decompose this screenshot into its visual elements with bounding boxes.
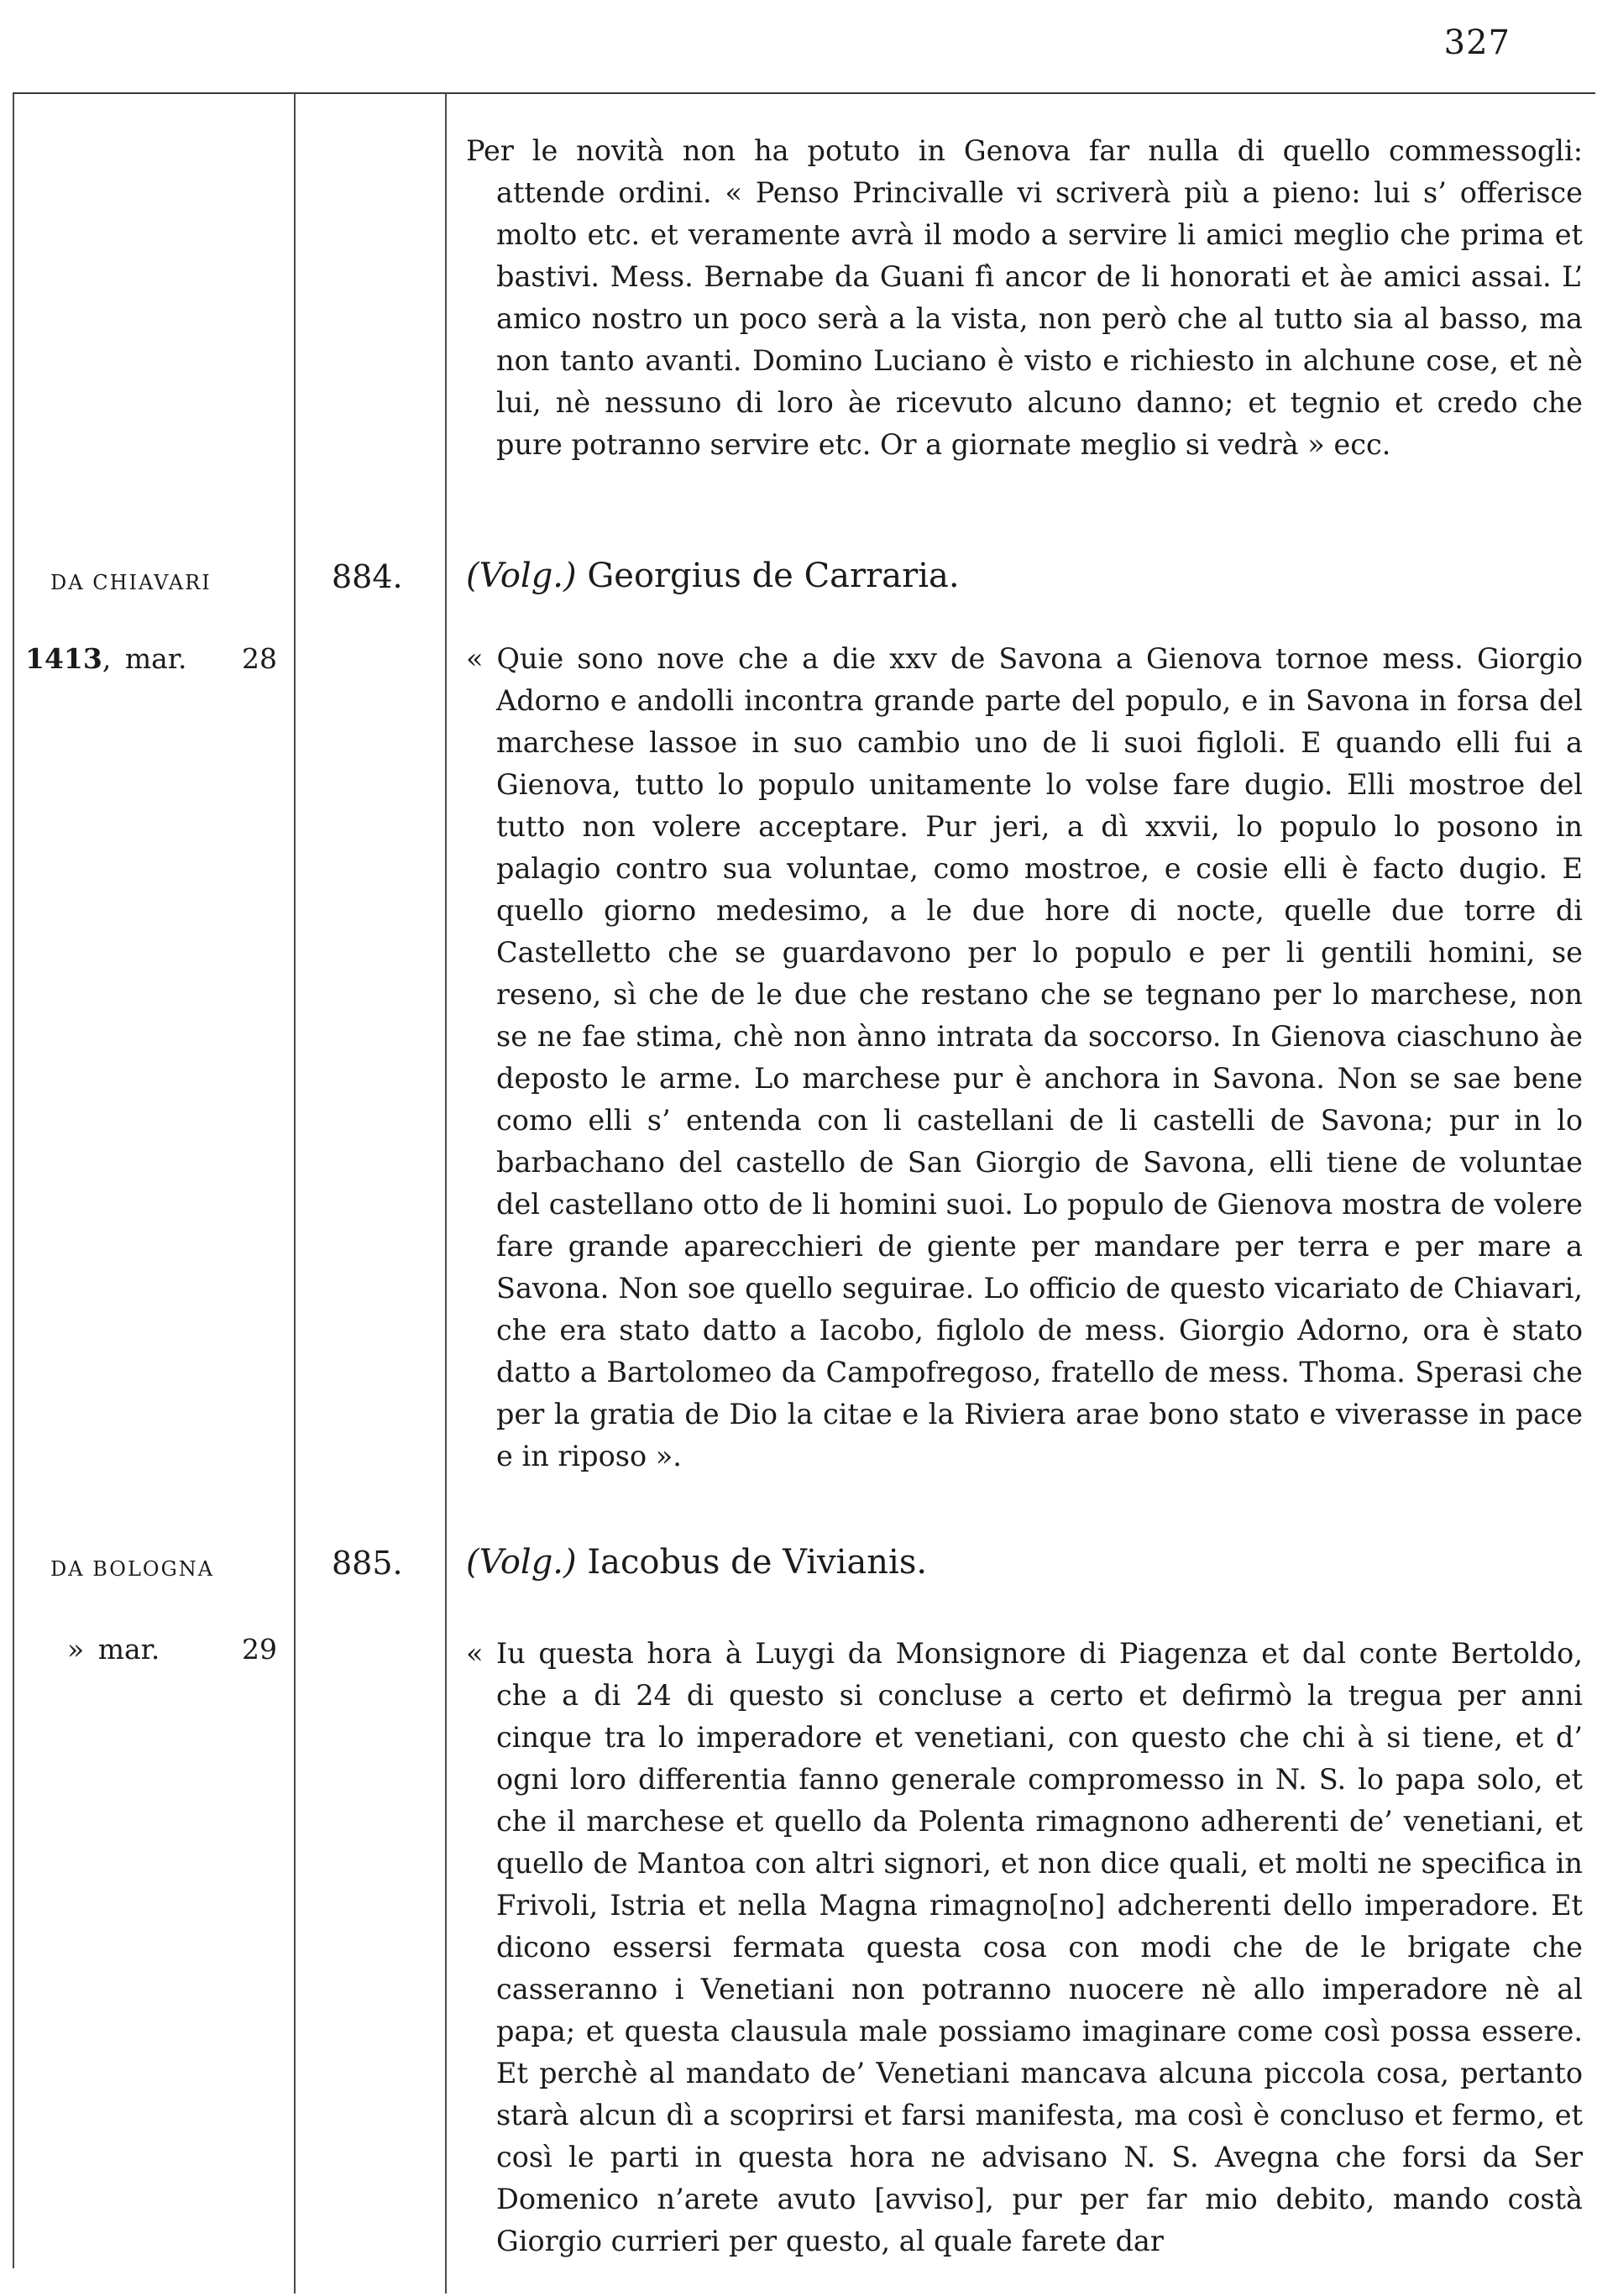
entry-volg-label: (Volg.) <box>466 1543 577 1582</box>
page-number: 327 <box>1443 24 1511 62</box>
margin-column-rule <box>294 94 296 2293</box>
continuation-paragraph: Per le novità non ha potuto in Genova far nulla di quello commessogli: attende ordini. « Penso Princivalle vi scriverà più a pieno: lui s’ offerisce molto etc. et veramente avrà il modo a servire li amici meglio che prima et bastivi. Mess. Bernabe da Guani fì ancor de li honorati et àe amici assai. L’ amico nostro un poco serà a la vista, non però che al tutto sia al basso, ma non tanto avanti. Domino Luciano è visto e richiesto in alchune cose, et nè lui, nè nessuno di loro àe ricevuto alcuno danno; et tegnio et credo che pure potranno servire etc. Or a giornate meglio si vedrà » ecc. <box>466 134 1583 461</box>
entry-date-day: 28 <box>242 642 277 675</box>
continuation-text-block <box>466 130 1583 466</box>
header-rule <box>13 92 1595 94</box>
entry-place: DA BOLOGNA <box>50 1557 215 1581</box>
entry-number: 884. <box>332 558 403 595</box>
entry-date-month: mar. <box>97 1633 160 1666</box>
entry-date-month: mar. <box>124 642 187 675</box>
entry-paragraph: « Iu questa hora à Luygi da Monsignore di Piagenza et dal conte Bertoldo, che a di 24 di questo si concluse a certo et defirmò la tregua per anni cinque tra lo imperadore et venetiani, con questo che chi à si tiene, et d’ ogni loro differentia fanno generale compromesso in N. S. lo papa solo, et che il marchese et quello da Polenta rimagnono adherenti de’ venetiani, et quello de Mantoa con altri signori, et non dice quali, et molti ne specifica in Frivoli, Istria et nella Magna rimagno[no] adcherenti dello imperadore. Et dicono essersi fermata questa cosa con modi che de le brigate che casseranno i Venetiani non potranno nuocere nè allo imperadore nè al papa; et questa clausula male possiamo imaginare come così possa essere. Et perchè al mandato de’ Venetiani mancava alcuna piccola cosa, pertanto starà alcun dì a scoprirsi et farsi manifesta, ma così è concluso et fermo, et così le parti in questa hora ne advisano N. S. Avegna che forsi da Ser Domenico n’arete avuto [avviso], pur per far mio debito, mando costà Giorgio currieri per questo, al quale farete dar <box>466 1637 1583 2257</box>
entry-date-day: 29 <box>242 1633 277 1666</box>
entry-date <box>67 1633 277 1666</box>
entry-heading <box>466 1543 927 1582</box>
entry-text-block <box>466 638 1583 1477</box>
entry-text-block <box>466 1633 1583 2262</box>
left-border-rule <box>13 94 14 2268</box>
entry-sender: Iacobus de Vivianis. <box>587 1543 928 1582</box>
entry-date-year: » <box>67 1633 85 1666</box>
entry-sender: Georgius de Carraria. <box>587 557 960 595</box>
entry-heading <box>466 557 960 595</box>
entry-date: 1413, mar. 28 <box>25 642 277 675</box>
number-column-rule <box>445 94 447 2293</box>
entry-date-year: 1413 <box>25 642 102 675</box>
entry-paragraph: « Quie sono nove che a die xxv de Savona a Gienova tornoe mess. Giorgio Adorno e andolli incontra grande parte del populo, e in Savona in forsa del marchese lassoe in suo cambio uno de li suoi figloli. E quando elli fui a Gienova, tutto lo populo unitamente lo volse fare dugio. Elli mostroe del tutto non volere acceptare. Pur jeri, a dì xxvii, lo populo lo posono in palagio contro sua voluntae, como mostroe, e cosie elli è facto dugio. E quello giorno medesimo, a le due hore di nocte, quelle due torre di Castelletto che se guardavono per lo populo e per li gentili homini, se reseno, sì che de le due che restano che se tegnano per lo marchese, non se ne fae stima, chè non ànno intrata da soccorso. In Gienova ciaschuno àe deposto le arme. Lo marchese pur è anchora in Savona. Non se sae bene como elli s’ entenda con li castellani de li castelli de Savona; pur in lo barbachano del castello de San Giorgio de Savona, elli tiene de voluntae del castellano otto de li homini suoi. Lo populo de Gienova mostra de volere fare grande aparecchieri de giente per mandare per terra e per mare a Savona. Non soe quello seguirae. Lo officio de questo vicariato de Chiavari, che era stato datto a Iacobo, figlolo de mess. Giorgio Adorno, ora è stato datto a Bartolomeo da Campofregoso, fratello de mess. Thoma. Sperasi che per la gratia de Dio la citae e la Riviera arae bono stato e viverasse in pace e in riposo ». <box>466 642 1583 1472</box>
entry-volg-label: (Volg.) <box>466 557 577 595</box>
entry-number: 885. <box>332 1545 403 1582</box>
entry-place: DA CHIAVARI <box>50 571 212 594</box>
